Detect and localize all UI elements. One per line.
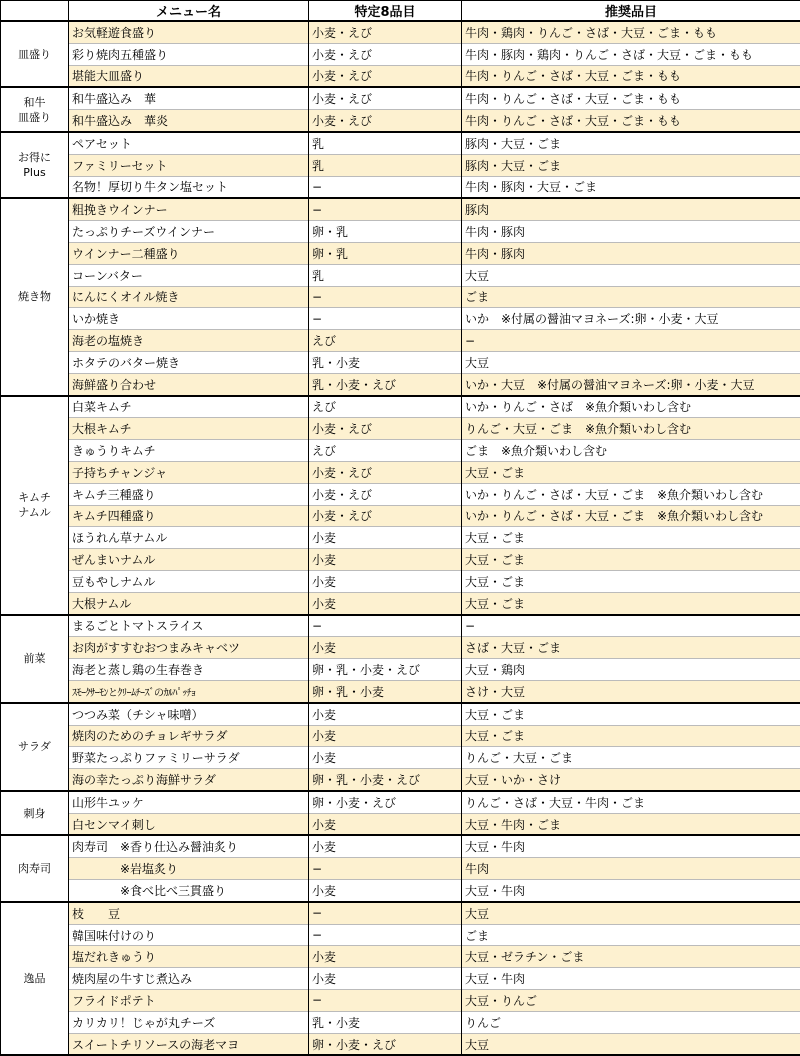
category-cell: 和牛 皿盛り xyxy=(1,87,69,132)
recommended-cell: 牛肉・豚肉・鶏肉・りんご・さば・大豆・ごま・もも xyxy=(462,43,800,65)
menu-name-cell: 海鮮盛り合わせ xyxy=(69,373,309,395)
allergen-cell: 乳 xyxy=(309,132,462,154)
header-allergen: 特定8品目 xyxy=(309,1,462,22)
category-cell: 逸品 xyxy=(1,902,69,1056)
table-row xyxy=(1,990,800,1012)
recommended-cell: 大豆・鶏肉 xyxy=(462,659,800,681)
recommended-cell: 牛肉・りんご・さば・大豆・ごま・もも xyxy=(462,110,800,132)
table-row xyxy=(1,680,800,702)
menu-name-cell: ペアセット xyxy=(69,132,309,154)
recommended-cell: 大豆・ごま xyxy=(462,703,800,725)
menu-name-cell: 粗挽きウインナー xyxy=(69,198,309,220)
table-row xyxy=(1,902,800,924)
menu-name-cell: 大根キムチ xyxy=(69,418,309,440)
menu-name-cell: 海の幸たっぷり海鮮サラダ xyxy=(69,769,309,791)
recommended-cell: 牛肉・豚肉 xyxy=(462,242,800,264)
allergen-cell: − xyxy=(309,902,462,924)
table-row xyxy=(1,813,800,835)
recommended-cell: 大豆・牛肉・ごま xyxy=(462,813,800,835)
table-row xyxy=(1,418,800,440)
menu-name-cell: にんにくオイル焼き xyxy=(69,286,309,308)
allergen-cell: 小麦 xyxy=(309,527,462,549)
menu-name-cell: お気軽遊食盛り xyxy=(69,21,309,43)
category-cell: サラダ xyxy=(1,703,69,791)
allergen-cell: えび xyxy=(309,330,462,352)
table-row xyxy=(1,747,800,769)
table-row xyxy=(1,968,800,990)
menu-name-cell: 豆もやしナムル xyxy=(69,570,309,592)
table-row xyxy=(1,725,800,747)
recommended-cell: 大豆・ごま xyxy=(462,549,800,571)
table-row xyxy=(1,198,800,220)
category-cell: 焼き物 xyxy=(1,198,69,395)
recommended-cell: さけ・大豆 xyxy=(462,680,800,702)
recommended-cell: − xyxy=(462,615,800,637)
table-row xyxy=(1,176,800,198)
menu-name-cell: 海老と蒸し鶏の生春巻き xyxy=(69,659,309,681)
allergen-cell: − xyxy=(309,615,462,637)
table-row xyxy=(1,615,800,637)
menu-name-cell: ウインナー二種盛り xyxy=(69,242,309,264)
recommended-cell: 大豆・いか・さけ xyxy=(462,769,800,791)
menu-name-cell: ぜんまいナムル xyxy=(69,549,309,571)
recommended-cell: いか ※付属の醤油マヨネーズ:卵・小麦・大豆 xyxy=(462,308,800,330)
menu-name-cell: 和牛盛込み 華炎 xyxy=(69,110,309,132)
menu-name-cell: きゅうりキムチ xyxy=(69,440,309,462)
allergen-cell: − xyxy=(309,308,462,330)
header-row xyxy=(1,1,800,22)
allergen-cell: 小麦 xyxy=(309,637,462,659)
menu-name-cell: 大根ナムル xyxy=(69,592,309,614)
table-row xyxy=(1,373,800,395)
menu-name-cell: 肉寿司 ※香り仕込み醤油炙り xyxy=(69,835,309,857)
category-cell: キムチ ナムル xyxy=(1,396,69,615)
menu-name-cell: 彩り焼肉五種盛り xyxy=(69,43,309,65)
header-menu-name: メニュー名 xyxy=(69,1,309,22)
recommended-cell: 大豆・ごま xyxy=(462,527,800,549)
recommended-cell: 大豆・ごま xyxy=(462,592,800,614)
allergen-cell: 小麦 xyxy=(309,880,462,902)
recommended-cell: 豚肉・大豆・ごま xyxy=(462,132,800,154)
menu-name-cell: 山形牛ユッケ xyxy=(69,791,309,813)
allergen-cell: 乳・小麦 xyxy=(309,1011,462,1033)
table-body xyxy=(1,21,800,1055)
allergen-cell: 小麦・えび xyxy=(309,110,462,132)
table-row xyxy=(1,396,800,418)
allergen-cell: 乳・小麦 xyxy=(309,351,462,373)
allergen-cell: 小麦 xyxy=(309,549,462,571)
allergen-cell: 卵・乳・小麦・えび xyxy=(309,769,462,791)
recommended-cell: 大豆・牛肉 xyxy=(462,880,800,902)
menu-name-cell: 焼肉のためのチョレギサラダ xyxy=(69,725,309,747)
menu-name-cell: 焼肉屋の牛すじ煮込み xyxy=(69,968,309,990)
table-row xyxy=(1,154,800,176)
allergen-cell: 小麦 xyxy=(309,813,462,835)
menu-name-cell: お肉がすすむおつまみキャベツ xyxy=(69,637,309,659)
allergen-cell: − xyxy=(309,198,462,220)
menu-name-cell: 子持ちチャンジャ xyxy=(69,461,309,483)
recommended-cell: 牛肉 xyxy=(462,858,800,880)
menu-name-cell: 枝 豆 xyxy=(69,902,309,924)
table-row xyxy=(1,505,800,527)
allergen-cell: 卵・乳・小麦・えび xyxy=(309,659,462,681)
recommended-cell: − xyxy=(462,330,800,352)
table-row xyxy=(1,791,800,813)
table-row xyxy=(1,264,800,286)
table-row xyxy=(1,43,800,65)
menu-name-cell: たっぷりチーズウインナー xyxy=(69,221,309,243)
allergen-cell: 小麦・えび xyxy=(309,43,462,65)
menu-name-cell: スイートチリソースの海老マヨ xyxy=(69,1033,309,1055)
category-cell: 皿盛り xyxy=(1,21,69,87)
menu-name-cell: まるごとトマトスライス xyxy=(69,615,309,637)
recommended-cell: ごま xyxy=(462,924,800,946)
menu-name-cell: ほうれん草ナムル xyxy=(69,527,309,549)
table-row xyxy=(1,527,800,549)
recommended-cell: 牛肉・豚肉 xyxy=(462,221,800,243)
menu-name-cell: キムチ四種盛り xyxy=(69,505,309,527)
allergen-cell: えび xyxy=(309,396,462,418)
allergen-cell: 卵・乳・小麦 xyxy=(309,680,462,702)
table-row xyxy=(1,880,800,902)
table-row xyxy=(1,703,800,725)
menu-name-cell: ファミリーセット xyxy=(69,154,309,176)
recommended-cell: 大豆・りんご xyxy=(462,990,800,1012)
allergen-cell: 小麦 xyxy=(309,703,462,725)
menu-name-cell: カリカリ！じゃが丸チーズ xyxy=(69,1011,309,1033)
recommended-cell: りんご xyxy=(462,1011,800,1033)
allergen-cell: 小麦・えび xyxy=(309,65,462,87)
table-row xyxy=(1,330,800,352)
menu-name-cell: コーンバター xyxy=(69,264,309,286)
menu-name-cell: 堪能大皿盛り xyxy=(69,65,309,87)
allergen-cell: 小麦・えび xyxy=(309,461,462,483)
allergen-cell: 小麦・えび xyxy=(309,87,462,109)
allergen-cell: 卵・乳 xyxy=(309,221,462,243)
table-row xyxy=(1,549,800,571)
allergen-cell: 小麦・えび xyxy=(309,483,462,505)
category-cell: 刺身 xyxy=(1,791,69,836)
table-row xyxy=(1,87,800,109)
recommended-cell: 牛肉・りんご・さば・大豆・ごま・もも xyxy=(462,65,800,87)
recommended-cell: 大豆・ごま xyxy=(462,570,800,592)
table-row xyxy=(1,21,800,43)
recommended-cell: 牛肉・鶏肉・りんご・さば・大豆・ごま・もも xyxy=(462,21,800,43)
recommended-cell: りんご・さば・大豆・牛肉・ごま xyxy=(462,791,800,813)
category-cell: 肉寿司 xyxy=(1,835,69,901)
recommended-cell: さば・大豆・ごま xyxy=(462,637,800,659)
category-cell: 前菜 xyxy=(1,615,69,703)
table-row xyxy=(1,835,800,857)
menu-name-cell: 韓国味付けのり xyxy=(69,924,309,946)
table-row xyxy=(1,461,800,483)
allergen-cell: 乳 xyxy=(309,264,462,286)
table-row xyxy=(1,769,800,791)
recommended-cell: いか・大豆 ※付属の醤油マヨネーズ:卵・小麦・大豆 xyxy=(462,373,800,395)
table-row xyxy=(1,286,800,308)
menu-name-cell: 名物！厚切り牛タン塩セット xyxy=(69,176,309,198)
recommended-cell: 大豆 xyxy=(462,902,800,924)
menu-name-cell: ホタテのバター焼き xyxy=(69,351,309,373)
allergen-cell: 卵・小麦・えび xyxy=(309,1033,462,1055)
allergen-cell: 小麦 xyxy=(309,968,462,990)
allergen-cell: 乳・小麦・えび xyxy=(309,373,462,395)
table-row xyxy=(1,858,800,880)
table-row xyxy=(1,637,800,659)
allergen-cell: − xyxy=(309,858,462,880)
menu-name-cell: 白センマイ刺し xyxy=(69,813,309,835)
allergen-cell: 乳 xyxy=(309,154,462,176)
recommended-cell: 大豆・ごま xyxy=(462,725,800,747)
recommended-cell: 大豆・ごま xyxy=(462,461,800,483)
table-row xyxy=(1,351,800,373)
allergen-cell: − xyxy=(309,286,462,308)
allergen-cell: 小麦 xyxy=(309,725,462,747)
allergen-cell: 小麦・えび xyxy=(309,505,462,527)
table-row xyxy=(1,946,800,968)
allergen-cell: えび xyxy=(309,440,462,462)
allergen-cell: 小麦・えび xyxy=(309,21,462,43)
recommended-cell: 大豆 xyxy=(462,351,800,373)
recommended-cell: 牛肉・りんご・さば・大豆・ごま・もも xyxy=(462,87,800,109)
header-recommended: 推奨品目 xyxy=(462,1,800,22)
menu-name-cell: フライドポテト xyxy=(69,990,309,1012)
table-row xyxy=(1,110,800,132)
menu-name-cell: 白菜キムチ xyxy=(69,396,309,418)
allergen-cell: − xyxy=(309,924,462,946)
allergen-cell: 卵・小麦・えび xyxy=(309,791,462,813)
table-row xyxy=(1,221,800,243)
table-row xyxy=(1,1011,800,1033)
header-category xyxy=(1,1,69,22)
recommended-cell: 大豆 xyxy=(462,1033,800,1055)
table-row xyxy=(1,440,800,462)
table-row xyxy=(1,570,800,592)
recommended-cell: ごま ※魚介類いわし含む xyxy=(462,440,800,462)
menu-name-cell: 塩だれきゅうり xyxy=(69,946,309,968)
menu-name-cell: ｽﾓｰｸｻｰﾓﾝとｸﾘｰﾑﾁｰｽﾞのｶﾙﾊﾟｯﾁｮ xyxy=(69,680,309,702)
table-row xyxy=(1,1033,800,1055)
allergen-cell: 小麦 xyxy=(309,747,462,769)
recommended-cell: 豚肉・大豆・ごま xyxy=(462,154,800,176)
menu-name-cell: 和牛盛込み 華 xyxy=(69,87,309,109)
table-row xyxy=(1,659,800,681)
recommended-cell: りんご・大豆・ごま xyxy=(462,747,800,769)
table-row xyxy=(1,65,800,87)
allergen-cell: 卵・乳 xyxy=(309,242,462,264)
allergen-cell: − xyxy=(309,176,462,198)
menu-name-cell: キムチ三種盛り xyxy=(69,483,309,505)
table-row xyxy=(1,924,800,946)
allergen-cell: 小麦 xyxy=(309,946,462,968)
allergen-cell: 小麦 xyxy=(309,570,462,592)
menu-name-cell: 海老の塩焼き xyxy=(69,330,309,352)
recommended-cell: 大豆・ゼラチン・ごま xyxy=(462,946,800,968)
table-row xyxy=(1,308,800,330)
allergen-cell: 小麦 xyxy=(309,592,462,614)
menu-name-cell: ※食べ比べ三貫盛り xyxy=(69,880,309,902)
recommended-cell: りんご・大豆・ごま ※魚介類いわし含む xyxy=(462,418,800,440)
table-row xyxy=(1,483,800,505)
menu-name-cell: ※岩塩炙り xyxy=(69,858,309,880)
recommended-cell: 大豆 xyxy=(462,264,800,286)
menu-name-cell: つつみ菜（チシャ味噌） xyxy=(69,703,309,725)
recommended-cell: いか・りんご・さば・大豆・ごま ※魚介類いわし含む xyxy=(462,483,800,505)
recommended-cell: 豚肉 xyxy=(462,198,800,220)
recommended-cell: 牛肉・豚肉・大豆・ごま xyxy=(462,176,800,198)
menu-name-cell: いか焼き xyxy=(69,308,309,330)
recommended-cell: いか・りんご・さば ※魚介類いわし含む xyxy=(462,396,800,418)
recommended-cell: 大豆・牛肉 xyxy=(462,968,800,990)
table-row xyxy=(1,592,800,614)
allergen-cell: 小麦・えび xyxy=(309,418,462,440)
table-row xyxy=(1,242,800,264)
category-cell: お得に Plus xyxy=(1,132,69,198)
table-row xyxy=(1,132,800,154)
allergen-cell: − xyxy=(309,990,462,1012)
recommended-cell: いか・りんご・さば・大豆・ごま ※魚介類いわし含む xyxy=(462,505,800,527)
recommended-cell: 大豆・牛肉 xyxy=(462,835,800,857)
recommended-cell: ごま xyxy=(462,286,800,308)
menu-name-cell: 野菜たっぷりファミリーサラダ xyxy=(69,747,309,769)
allergen-cell: 小麦 xyxy=(309,835,462,857)
